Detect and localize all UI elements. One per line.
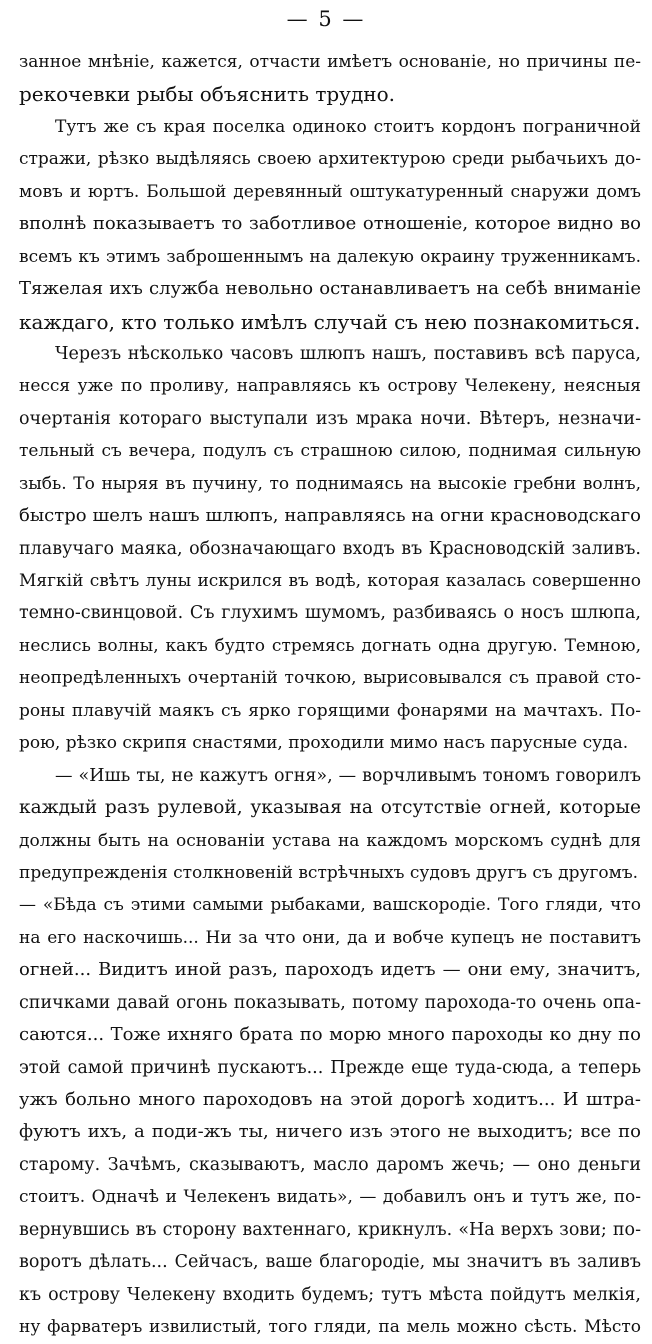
text-line: должны быть на основаніи устава на каждомъ морскомъ суднѣ для [19,830,641,851]
text-line: саются... Тоже ихняго брата по морю много пароходы ко дну по [19,1024,641,1046]
text-line: стоитъ. Одначѣ и Челекенъ видать», — добавилъ онъ и тутъ же, по- [19,1187,641,1208]
text-line: вернувшись въ сторону вахтеннаго, крикнулъ. «На верхъ зови; по- [19,1219,641,1240]
text-line: мовъ и юртъ. Большой деревянный оштукатуренный снаружи домъ [19,181,641,202]
text-line: зыбь. То ныряя въ пучину, то поднимаясь на высокіе гребни волнъ, [19,473,641,494]
text-line: роны плавучій маякъ съ ярко горящими фонарями на мачтахъ. По- [19,700,641,721]
text-line: очертанія котораго выступали изъ мрака ночи. Вѣтеръ, незначи- [19,408,641,429]
text-line: неслись волны, какъ будто стремясь догнать одна другую. Темною, [19,635,641,656]
text-line: этой самой причинѣ пускаютъ... Прежде еще туда-сюда, а теперь [19,1057,641,1078]
text-line: Тяжелая ихъ служба невольно останавливаетъ на себѣ вниманіе [19,278,641,300]
text-line: фуютъ ихъ, а поди-жъ ты, ничего изъ этого не выходитъ; все по [19,1121,641,1143]
text-line: плавучаго маяка, обозначающаго входъ въ Красноводскій заливъ. [19,538,641,559]
page-body-text [19,46,641,1344]
text-line: — «Бѣда съ этими самыми рыбаками, вашскородіе. Того гляди, что [19,895,641,916]
text-line: Тутъ же съ края поселка одиноко стоитъ кордонъ пограничной [55,116,641,137]
text-line: занное мнѣніе, кажется, отчасти имѣетъ основаніе, но причины пе- [19,52,641,72]
text-line: каждаго, кто только имѣлъ случай съ нею познакомиться. [19,309,641,334]
text-line: быстро шелъ нашъ шлюпъ, направляясь на огни красноводскаго [19,505,641,527]
text-line: стражи, рѣзко выдѣляясь своею архитектурою среди рыбачьихъ до- [19,149,641,170]
text-line: предупрежденія столкновеній встрѣчныхъ судовъ другъ съ другомъ. [19,862,639,883]
text-line: — «Ишь ты, не кажутъ огня», — ворчливымъ тономъ говорилъ [55,765,641,786]
text-line: неопредѣленныхъ очертаній точкою, вырисовывался съ правой сто- [19,668,641,689]
text-line: Черезъ нѣсколько часовъ шлюпъ нашъ, поставивъ всѣ паруса, [55,343,641,364]
text-line: на его наскочишь... Ни за что они, да и вобче купецъ не поставитъ [19,927,641,948]
text-line: каждый разъ рулевой, указывая на отсутствіе огней, которые [19,797,641,819]
text-line: къ острову Челекену входить будемъ; тутъ мѣста пойдутъ мелкія, [19,1284,641,1305]
text-line: рою, рѣзко скрипя снастями, проходили мимо насъ парусные суда. [19,733,629,754]
text-line: спичками давай огонь показывать, потому парохода-то очень опа- [19,992,641,1013]
page-number: — 5 — [286,7,366,31]
text-line: тельный съ вечера, подулъ съ страшною силою, поднимая сильную [19,441,641,462]
text-line: темно-свинцовой. Съ глухимъ шумомъ, разбиваясь о носъ шлюпа, [19,603,641,624]
text-line: Мягкій свѣтъ луны искрился въ водѣ, которая казалась совершенно [19,571,641,591]
text-line: огней... Видитъ иной разъ, пароходъ идетъ — они ему, значитъ, [19,959,641,981]
text-line: ну фарватеръ извилистый, того гляди, па мель можно сѣсть. Мѣсто [19,1317,641,1338]
text-line: несся уже по проливу, направляясь къ острову Челекену, неясныя [19,376,641,397]
text-line: вполнѣ показываетъ то заботливое отношеніе, которое видно во [19,213,641,235]
text-line: воротъ дѣлать... Сейчасъ, ваше благородіе, мы значитъ въ заливъ [19,1252,641,1273]
text-line: всемъ къ этимъ заброшеннымъ на далекую окраину труженникамъ. [19,246,641,267]
text-line: рекочевки рыбы объяснить трудно. [19,82,395,107]
text-line: ужъ больно много пароходовъ на этой дорогѣ ходитъ... И штра- [19,1089,641,1110]
text-line: старому. Зачѣмъ, сказываютъ, масло даромъ жечь; — оно деньги [19,1154,641,1175]
